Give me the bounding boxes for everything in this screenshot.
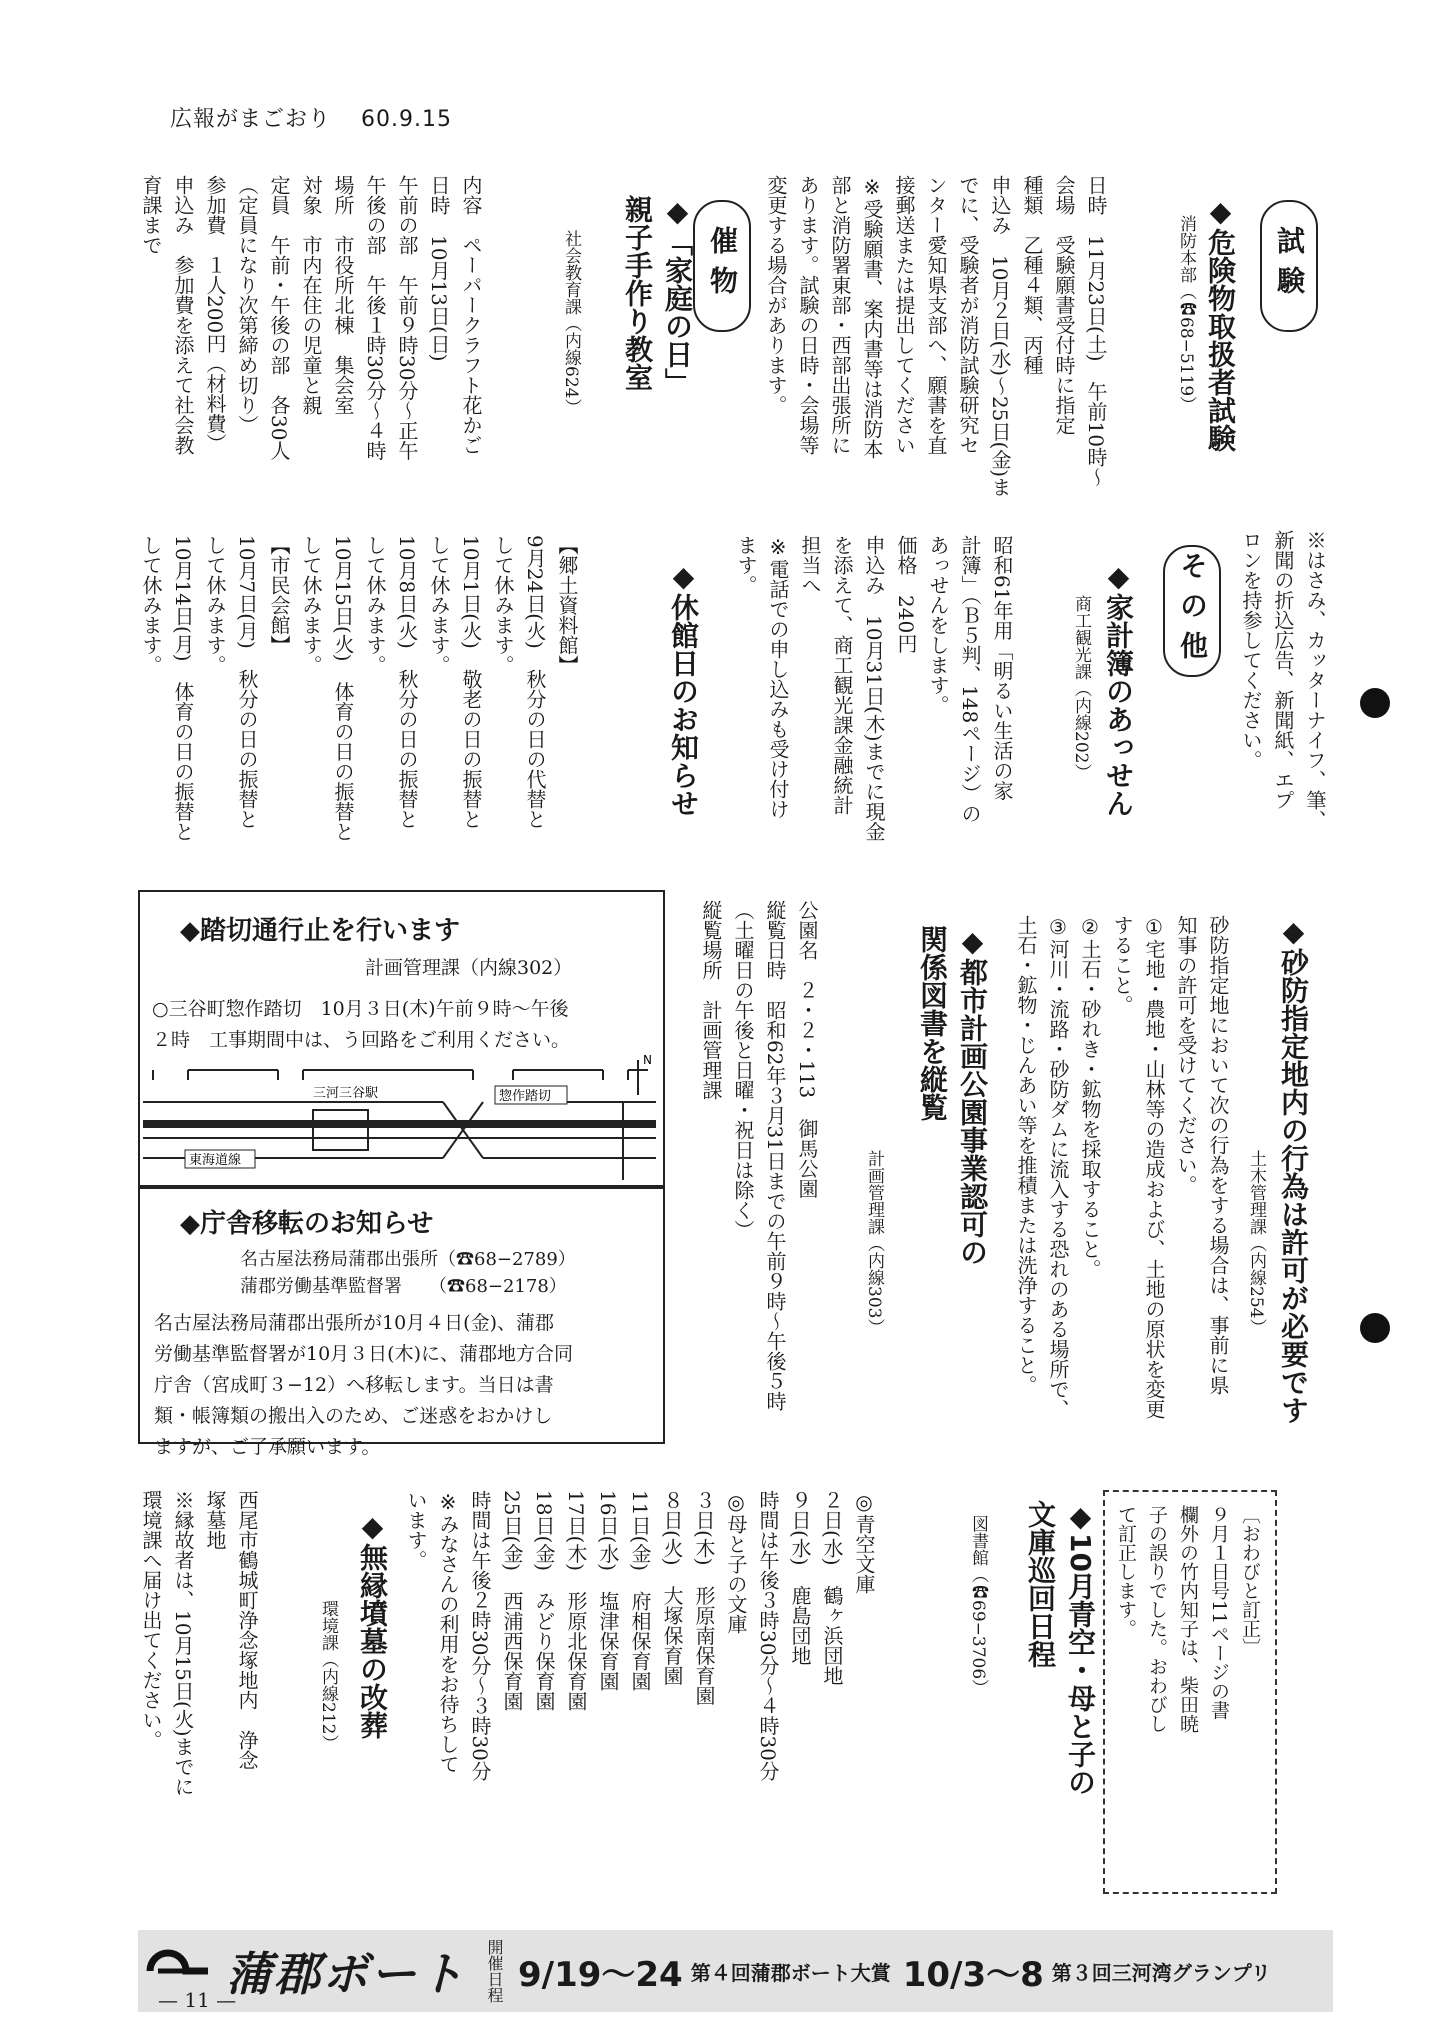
publication-name: 広報がまごおり [170,107,332,132]
chosha-dept1: 名古屋法務局蒲郡出張所（☎68−2789） [240,1249,576,1270]
toshi-title: ◆都市計画公園事業認可の 関係図書を縦覧 [916,925,989,1266]
category-exam: 試験 [1260,200,1318,332]
race-event-2: 第３回三河湾グランプリ [1051,1960,1271,1985]
crossing-map [143,1050,656,1180]
toshi-body: 公園名 ２・２・113 御馬公園 縦覧日時 昭和62年３月31日までの午前９時〜午後５時 （土曜日の午後と日曜・祝日は除く） 縦覧場所 計画管理課 [699,900,819,1411]
exam-body: 日時 11月23日(土) 午前10時〜 会場 受験願書受付時に指定 種類 乙種４類、丙種 申込み 10月２日(水)〜25日(金)ま でに、受験者が消防試験研究セ ンター愛知県支部へ、願書を直 接郵送または提出してください ※受験願書、案内書等は消防本 部と消防署東部・西部出張所に あります。試験の日時・会場等 変更する場合があります。 [764,175,1108,498]
race-date-1: 9/19〜24 [518,1954,683,1995]
craft-dept: 社会教育課（内線624） [561,230,581,416]
boat-race-banner [138,1930,1333,2012]
fumikiri-dept: 計画管理課（内線302） [365,957,573,979]
fumikiri-body: ○三谷町惣作踏切 10月３日(木)午前９時〜午後 ２時 工事期間中は、う回路をご利用ください。 [152,998,571,1051]
issue-date: 60.9.15 [361,107,452,132]
muen-body: 西尾市鶴城町浄念塚地内 浄念 塚墓地 ※縁故者は、10月15日(火)までに 環境課へ届け出てください。 [139,1490,259,1797]
muen-title: ◆無縁墳墓の改葬 [356,1510,389,1739]
chosha-box [138,1185,665,1458]
craft-title: ◆「家庭の日」 親子手作り教室 [621,195,694,396]
fumikiri-title: ◆踏切通行止を行います [180,916,460,946]
category-events: 催物 [693,200,751,332]
kakeibo-body: 昭和61年用「明るい生活の家 計簿」（Ｂ５判、148ページ）の あっせんをします。 価格 240円 申込み 10月31日(木)までに現金 を添えて、商工観光課金融統計 担当へ ※電話での申し込みも受け付け ます。 [734,535,1014,842]
brand-name: 蒲郡ボート [226,1947,466,2001]
page-header [170,102,474,133]
chosha-title: ◆庁舎移転のお知らせ [180,1209,434,1239]
race-date-2: 10/3〜8 [902,1954,1044,1995]
sabo-dept: 土木管理課（内線254） [1246,1150,1266,1336]
toshi-dept: 計画管理課（内線303） [864,1150,884,1336]
kakeibo-title: ◆家計簿のあっせん [1102,560,1135,817]
kakeibo-dept: 商工観光課（内線202） [1071,595,1091,781]
sabo-body: 砂防指定地において次の行為をする場合は、事前に県 知事の許可を受けてください。 ①宅地・農地・山林等の造成および、土地の原状を変更 すること。 ②土石・砂れき・鉱物を採取すること。 ③河川・流路・砂防ダムに流入する恐れのある場所で、 土石・鉱物・じんあい等を推積または洗浄すること。 [1014,915,1230,1419]
map-station: 三河三谷駅 [313,1086,379,1101]
bunko-dept: 図書館（☎69−3706） [968,1515,988,1697]
craft-body: 内容 ペーパークラフト花かご 日時 10月13日(日) 午前の部 午前９時30分〜正午 午後の部 午後１時30分〜４時 場所 市役所北棟 集会室 対象 市内在住の児童と親 定員 午前・午後の部 各30人 （定員になり次第締め切り） 参加費 １人200円（材料費） 申込み 参加費を添えて社会教 育課まで [139,175,483,461]
closed-body: 【郷土資料館】 9月24日(火) 秋分の日の代替と して休みます。 10月1日(火) 敬老の日の振替と して休みます。 10月8日(火) 秋分の日の振替と して休みます。 10月15日(火) 体育の日の振替と して休みます。 【市民会館】 10月7日(月) 秋分の日の振替と して休みます。 10月14日(月) 体育の日の振替と して休みます。 [139,535,579,842]
note-top: ※はさみ、カッターナイフ、筆、 新聞の折込広告、新聞紙、エプ ロンを持参してください。 [1239,530,1327,830]
page-number: — 11 — [158,1988,237,2012]
map-line: 東海道線 [189,1153,242,1168]
sabo-title: ◆砂防指定地内の行為は許可が必要です [1277,915,1310,1424]
chosha-body: 名古屋法務局蒲郡出張所が10月４日(金)、蒲郡 労働基準監督署が10月３日(木)に、蒲郡地方合同 庁舎（宮成町３−12）へ移転します。当日は書 類・帳簿類の搬出入のため、ご迷惑をおかけし ますが、ご了承願います。 [154,1312,574,1458]
bunko-body: ◎青空文庫 ２日(水) 鶴ヶ浜団地 ９日(水) 鹿島団地 時間は午後３時30分〜４時30分 ◎母と子の文庫 ３日(木) 形原南保育園 ８日(火) 大塚保育園 11日(金) 府相保育園 16日(水) 塩津保育園 17日(木) 形原北保育園 18日(金) みどり保育園 25日(金) 西浦西保育園 時間は午後２時30分〜３時30分 ※みなさんの利用をお待ちして います。 [404,1490,876,1781]
muen-dept: 環境課（内線212） [318,1600,338,1752]
map-north: N [643,1053,652,1067]
correction-text: 〔おわびと訂正〕 ９月１日号11ページの書 欄外の竹内知子は、柴田暁 子の誤りでした。おわびし て訂正します。 [1115,1505,1261,1733]
race-event-1: 第４回蒲郡ボート大賞 [690,1960,891,1985]
punch-hole-icon [1360,688,1390,718]
schedule-label: 開催日程 [485,1939,504,2003]
exam-dept: 消防本部（☎68−5119） [1176,215,1196,414]
closed-title: ◆休館日のお知らせ [667,560,700,817]
exam-title: ◆危険物取扱者試験 [1204,195,1237,452]
chosha-dept2: 蒲郡労働基準監督署 （☎68−2178） [240,1276,567,1297]
category-other: その他 [1163,545,1221,677]
punch-hole-icon [1360,1313,1390,1343]
map-crossing: 惣作踏切 [499,1089,552,1104]
bunko-title: ◆10月青空・母と子の 文庫巡回日程 [1024,1500,1097,1796]
